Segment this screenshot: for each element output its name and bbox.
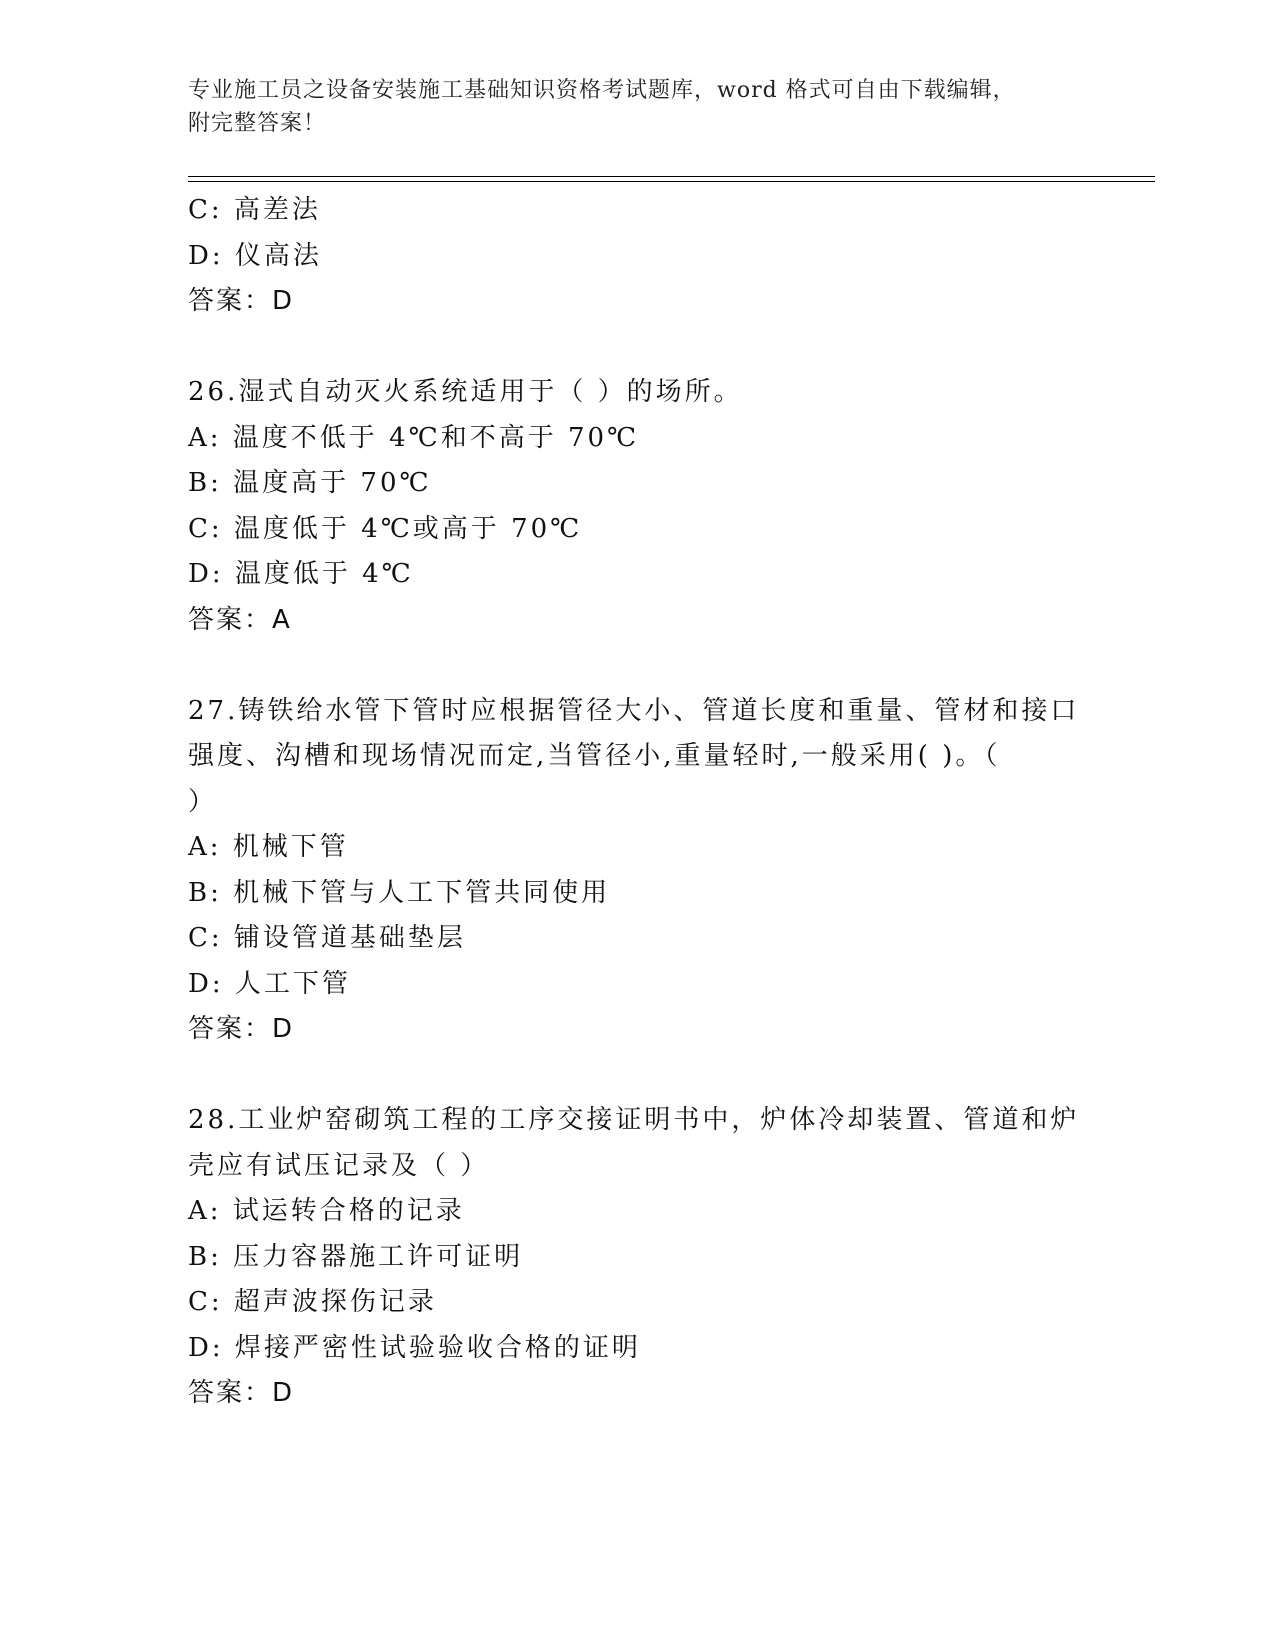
option-a: A: 机械下管 — [188, 832, 349, 862]
answer: 答案：D — [188, 286, 295, 316]
question-text-line-1: 28.工业炉窑砌筑工程的工序交接证明书中，炉体冷却装置、管道和炉 — [188, 1105, 1080, 1135]
option-b: B: 机械下管与人工下管共同使用 — [188, 877, 611, 908]
option-a: A: 温度不低于 4℃和不高于 70℃ — [188, 422, 640, 453]
header-rule-top — [188, 176, 1155, 177]
question-text-line-3: ） — [188, 786, 218, 817]
document-header — [188, 74, 1088, 140]
question-text-line-2: 强度、沟槽和现场情况而定,当管径小,重量轻时,一般采用( )。（ — [188, 741, 1001, 771]
question-text: 26.湿式自动灭火系统适用于（ ）的场所。 — [188, 377, 743, 407]
option-d: D: 温度低于 4℃ — [188, 559, 414, 589]
question-26 — [188, 370, 1088, 643]
spacer — [188, 643, 1088, 689]
document-body — [188, 188, 1088, 1417]
question-text-line-2: 壳应有试压记录及（ ） — [188, 1150, 490, 1181]
option-b: B: 压力容器施工许可证明 — [188, 1241, 524, 1272]
option-d: D: 焊接严密性试验验收合格的证明 — [188, 1332, 641, 1363]
spacer — [188, 325, 1088, 371]
answer: 答案：D — [188, 1014, 295, 1044]
option-b: B: 温度高于 70℃ — [188, 468, 432, 498]
option-d: D: 人工下管 — [188, 968, 351, 999]
header-line-2: 附完整答案！ — [188, 111, 327, 136]
option-a: A: 试运转合格的记录 — [188, 1196, 465, 1226]
option-c: C: 温度低于 4℃或高于 70℃ — [188, 513, 583, 544]
question-25-tail — [188, 188, 1088, 325]
question-28 — [188, 1098, 1088, 1417]
answer: 答案：D — [188, 1378, 295, 1408]
option-c: C: 超声波探伤记录 — [188, 1287, 437, 1317]
header-rule-bottom — [188, 181, 1155, 182]
question-text-line-1: 27.铸铁给水管下管时应根据管径大小、管道长度和重量、管材和接口 — [188, 695, 1080, 726]
header-line-1: 专业施工员之设备安装施工基础知识资格考试题库，word 格式可自由下载编辑， — [188, 78, 1016, 103]
spacer — [188, 1053, 1088, 1099]
option-d: D: 仪高法 — [188, 240, 322, 271]
option-c: C: 高差法 — [188, 195, 321, 225]
option-c: C: 铺设管道基础垫层 — [188, 923, 466, 953]
question-27 — [188, 689, 1088, 1053]
answer: 答案：A — [188, 604, 292, 635]
